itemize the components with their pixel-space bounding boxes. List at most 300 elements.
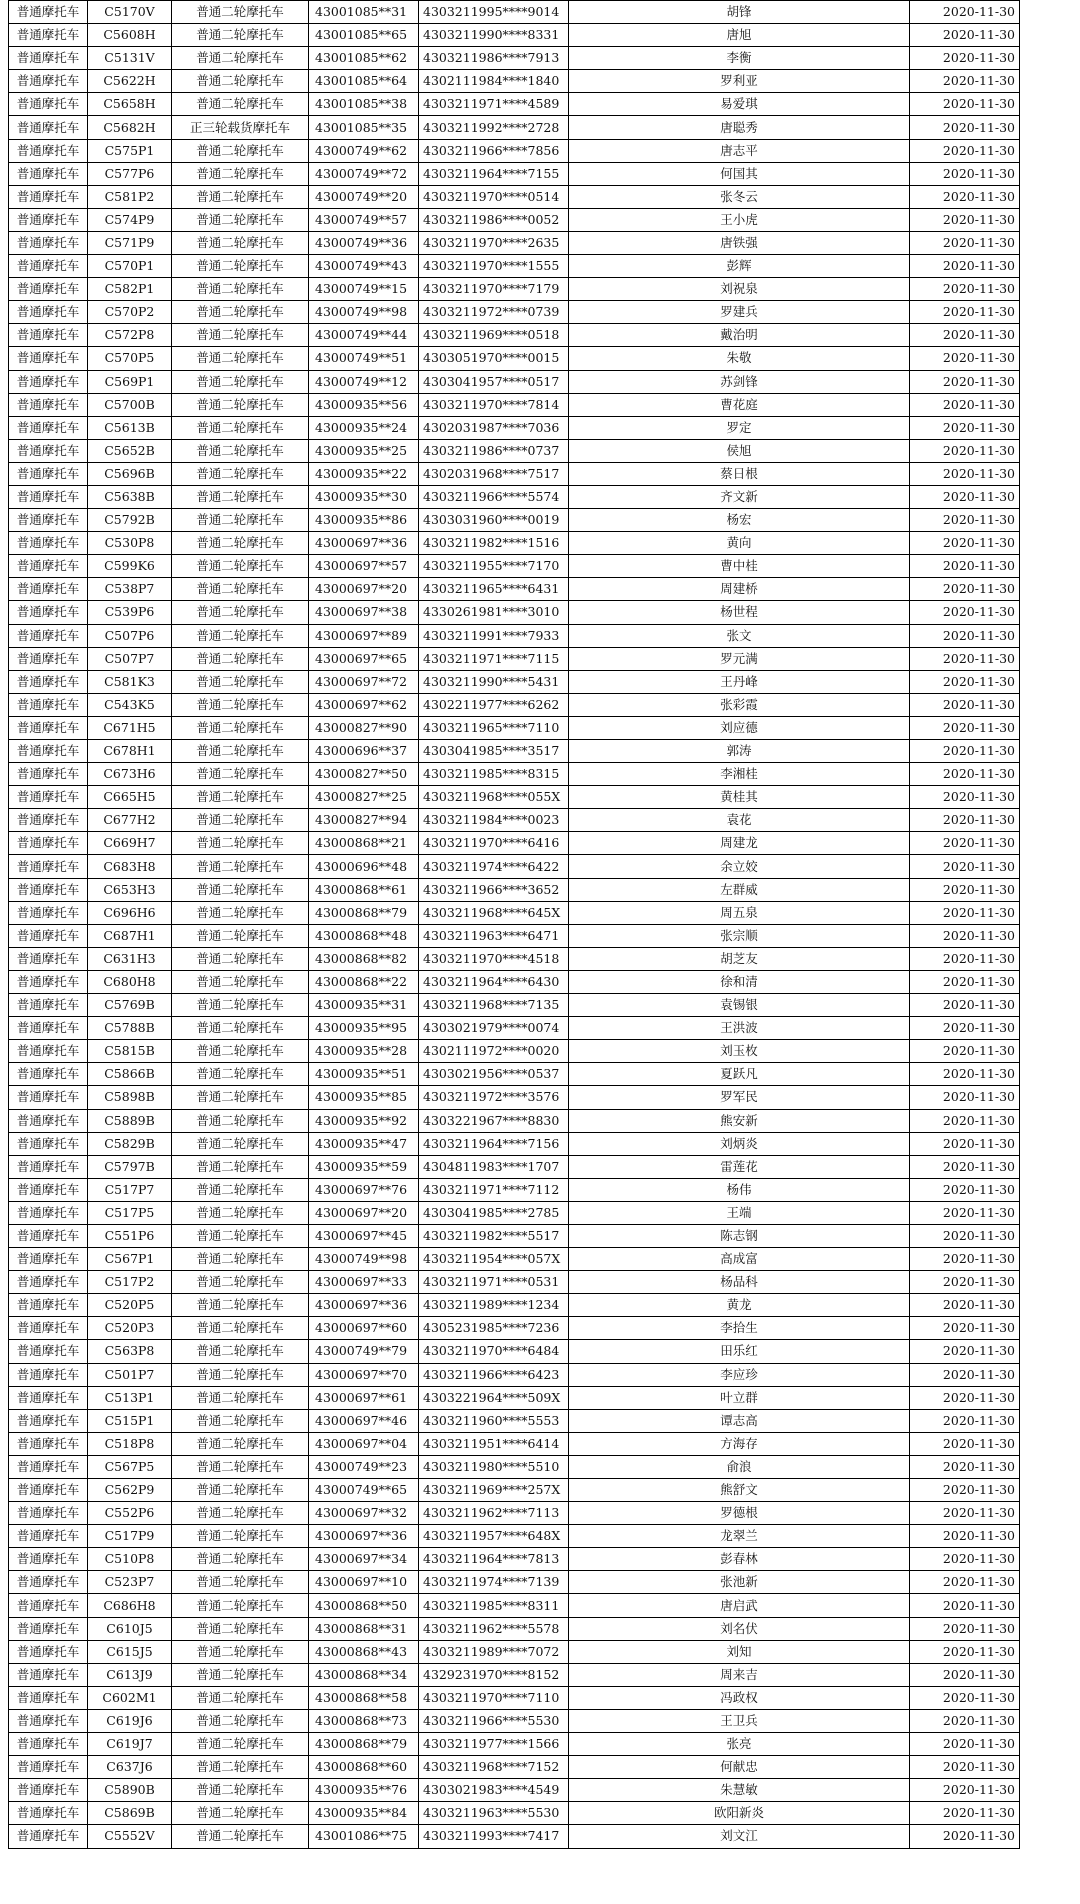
table-row bbox=[9, 462, 1020, 485]
plate-number-cell: C539P6 bbox=[88, 601, 172, 624]
owner-name-cell: 何国其 bbox=[569, 162, 910, 185]
date-cell: 2020-11-30 bbox=[910, 740, 1020, 763]
id-number-cell: 4303031960****0019 bbox=[419, 509, 569, 532]
table-row bbox=[9, 1155, 1020, 1178]
id-number-cell: 4303211960****5553 bbox=[419, 1409, 569, 1432]
owner-name-cell: 胡芝友 bbox=[569, 947, 910, 970]
id-number-cell: 4303211992****2728 bbox=[419, 116, 569, 139]
id-number-cell: 4303211980****5510 bbox=[419, 1455, 569, 1478]
vehicle-type-cell: 普通二轮摩托车 bbox=[172, 555, 309, 578]
date-cell: 2020-11-30 bbox=[910, 1594, 1020, 1617]
owner-name-cell: 张冬云 bbox=[569, 185, 910, 208]
plate-number-cell: C5788B bbox=[88, 1017, 172, 1040]
code-cell: 43000935**95 bbox=[309, 1017, 419, 1040]
table-row bbox=[9, 70, 1020, 93]
date-cell: 2020-11-30 bbox=[910, 1063, 1020, 1086]
owner-name-cell: 罗元满 bbox=[569, 647, 910, 670]
id-number-cell: 4303211993****7417 bbox=[419, 1825, 569, 1848]
code-cell: 43000868**48 bbox=[309, 924, 419, 947]
date-cell: 2020-11-30 bbox=[910, 1733, 1020, 1756]
table-row bbox=[9, 47, 1020, 70]
vehicle-class-cell: 普通摩托车 bbox=[9, 1756, 88, 1779]
vehicle-class-cell: 普通摩托车 bbox=[9, 670, 88, 693]
table-row bbox=[9, 370, 1020, 393]
table-row bbox=[9, 740, 1020, 763]
vehicle-class-cell: 普通摩托车 bbox=[9, 1340, 88, 1363]
owner-name-cell: 彭春林 bbox=[569, 1548, 910, 1571]
owner-name-cell: 戴治明 bbox=[569, 324, 910, 347]
code-cell: 43000749**15 bbox=[309, 278, 419, 301]
vehicle-class-cell: 普通摩托车 bbox=[9, 1409, 88, 1432]
vehicle-type-cell: 普通二轮摩托车 bbox=[172, 231, 309, 254]
vehicle-type-cell: 普通二轮摩托车 bbox=[172, 1363, 309, 1386]
plate-number-cell: C683H8 bbox=[88, 855, 172, 878]
vehicle-type-cell: 普通二轮摩托车 bbox=[172, 47, 309, 70]
owner-name-cell: 陈志钢 bbox=[569, 1224, 910, 1247]
plate-number-cell: C575P1 bbox=[88, 139, 172, 162]
vehicle-class-cell: 普通摩托车 bbox=[9, 301, 88, 324]
vehicle-type-cell: 普通二轮摩托车 bbox=[172, 462, 309, 485]
date-cell: 2020-11-30 bbox=[910, 647, 1020, 670]
id-number-cell: 4302031987****7036 bbox=[419, 416, 569, 439]
code-cell: 43000696**37 bbox=[309, 740, 419, 763]
owner-name-cell: 周建龙 bbox=[569, 832, 910, 855]
vehicle-type-cell: 普通二轮摩托车 bbox=[172, 439, 309, 462]
vehicle-class-cell: 普通摩托车 bbox=[9, 439, 88, 462]
code-cell: 43001085**31 bbox=[309, 1, 419, 24]
vehicle-class-cell: 普通摩托车 bbox=[9, 278, 88, 301]
date-cell: 2020-11-30 bbox=[910, 324, 1020, 347]
id-number-cell: 4303211966****6423 bbox=[419, 1363, 569, 1386]
code-cell: 43000749**36 bbox=[309, 231, 419, 254]
plate-number-cell: C687H1 bbox=[88, 924, 172, 947]
plate-number-cell: C631H3 bbox=[88, 947, 172, 970]
vehicle-type-cell: 普通二轮摩托车 bbox=[172, 878, 309, 901]
owner-name-cell: 曹中桂 bbox=[569, 555, 910, 578]
vehicle-class-cell: 普通摩托车 bbox=[9, 578, 88, 601]
date-cell: 2020-11-30 bbox=[910, 347, 1020, 370]
vehicle-class-cell: 普通摩托车 bbox=[9, 1479, 88, 1502]
code-cell: 43000868**79 bbox=[309, 1733, 419, 1756]
plate-number-cell: C577P6 bbox=[88, 162, 172, 185]
plate-number-cell: C507P6 bbox=[88, 624, 172, 647]
owner-name-cell: 罗利亚 bbox=[569, 70, 910, 93]
id-number-cell: 4303221967****8830 bbox=[419, 1109, 569, 1132]
vehicle-type-cell: 普通二轮摩托车 bbox=[172, 693, 309, 716]
date-cell: 2020-11-30 bbox=[910, 1548, 1020, 1571]
vehicle-class-cell: 普通摩托车 bbox=[9, 1248, 88, 1271]
vehicle-type-cell: 普通二轮摩托车 bbox=[172, 1756, 309, 1779]
table-row bbox=[9, 1201, 1020, 1224]
date-cell: 2020-11-30 bbox=[910, 185, 1020, 208]
plate-number-cell: C669H7 bbox=[88, 832, 172, 855]
table-row bbox=[9, 716, 1020, 739]
id-number-cell: 4303211971****7112 bbox=[419, 1178, 569, 1201]
code-cell: 43000697**65 bbox=[309, 647, 419, 670]
code-cell: 43000935**84 bbox=[309, 1802, 419, 1825]
table-row bbox=[9, 24, 1020, 47]
table-row bbox=[9, 763, 1020, 786]
vehicle-class-cell: 普通摩托车 bbox=[9, 1640, 88, 1663]
plate-number-cell: C673H6 bbox=[88, 763, 172, 786]
code-cell: 43000868**73 bbox=[309, 1709, 419, 1732]
vehicle-class-cell: 普通摩托车 bbox=[9, 624, 88, 647]
owner-name-cell: 唐志平 bbox=[569, 139, 910, 162]
plate-number-cell: C5622H bbox=[88, 70, 172, 93]
plate-number-cell: C513P1 bbox=[88, 1386, 172, 1409]
id-number-cell: 4303211970****0514 bbox=[419, 185, 569, 208]
vehicle-type-cell: 普通二轮摩托车 bbox=[172, 1686, 309, 1709]
vehicle-type-cell: 普通二轮摩托车 bbox=[172, 1317, 309, 1340]
table-row bbox=[9, 255, 1020, 278]
plate-number-cell: C569P1 bbox=[88, 370, 172, 393]
plate-number-cell: C5170V bbox=[88, 1, 172, 24]
plate-number-cell: C501P7 bbox=[88, 1363, 172, 1386]
table-row bbox=[9, 1340, 1020, 1363]
id-number-cell: 4303211966****5574 bbox=[419, 485, 569, 508]
vehicle-type-cell: 普通二轮摩托车 bbox=[172, 393, 309, 416]
id-number-cell: 4302211977****6262 bbox=[419, 693, 569, 716]
code-cell: 43000827**50 bbox=[309, 763, 419, 786]
date-cell: 2020-11-30 bbox=[910, 1825, 1020, 1848]
vehicle-class-cell: 普通摩托车 bbox=[9, 1017, 88, 1040]
vehicle-type-cell: 普通二轮摩托车 bbox=[172, 24, 309, 47]
date-cell: 2020-11-30 bbox=[910, 255, 1020, 278]
vehicle-type-cell: 普通二轮摩托车 bbox=[172, 924, 309, 947]
id-number-cell: 4303211955****7170 bbox=[419, 555, 569, 578]
id-number-cell: 4303211965****7110 bbox=[419, 716, 569, 739]
plate-number-cell: C5898B bbox=[88, 1086, 172, 1109]
table-row bbox=[9, 1040, 1020, 1063]
code-cell: 43000827**25 bbox=[309, 786, 419, 809]
code-cell: 43000868**21 bbox=[309, 832, 419, 855]
table-row bbox=[9, 970, 1020, 993]
owner-name-cell: 唐启武 bbox=[569, 1594, 910, 1617]
code-cell: 43000749**23 bbox=[309, 1455, 419, 1478]
table-row bbox=[9, 1063, 1020, 1086]
id-number-cell: 4303211989****1234 bbox=[419, 1294, 569, 1317]
plate-number-cell: C665H5 bbox=[88, 786, 172, 809]
code-cell: 43000697**34 bbox=[309, 1548, 419, 1571]
date-cell: 2020-11-30 bbox=[910, 1017, 1020, 1040]
vehicle-type-cell: 普通二轮摩托车 bbox=[172, 763, 309, 786]
date-cell: 2020-11-30 bbox=[910, 1271, 1020, 1294]
vehicle-class-cell: 普通摩托车 bbox=[9, 231, 88, 254]
plate-number-cell: C5792B bbox=[88, 509, 172, 532]
table-row bbox=[9, 1086, 1020, 1109]
date-cell: 2020-11-30 bbox=[910, 1224, 1020, 1247]
plate-number-cell: C5131V bbox=[88, 47, 172, 70]
owner-name-cell: 张池新 bbox=[569, 1571, 910, 1594]
code-cell: 43000697**57 bbox=[309, 555, 419, 578]
table-row bbox=[9, 1432, 1020, 1455]
owner-name-cell: 张宗顺 bbox=[569, 924, 910, 947]
owner-name-cell: 王丹峰 bbox=[569, 670, 910, 693]
id-number-cell: 4303211970****6416 bbox=[419, 832, 569, 855]
plate-number-cell: C5866B bbox=[88, 1063, 172, 1086]
plate-number-cell: C582P1 bbox=[88, 278, 172, 301]
vehicle-class-cell: 普通摩托车 bbox=[9, 1802, 88, 1825]
plate-number-cell: C571P9 bbox=[88, 231, 172, 254]
date-cell: 2020-11-30 bbox=[910, 1663, 1020, 1686]
id-number-cell: 4303211971****7115 bbox=[419, 647, 569, 670]
id-number-cell: 4303211990****8331 bbox=[419, 24, 569, 47]
plate-number-cell: C5890B bbox=[88, 1779, 172, 1802]
code-cell: 43000697**46 bbox=[309, 1409, 419, 1432]
table-row bbox=[9, 1571, 1020, 1594]
code-cell: 43000749**79 bbox=[309, 1340, 419, 1363]
vehicle-type-cell: 普通二轮摩托车 bbox=[172, 947, 309, 970]
date-cell: 2020-11-30 bbox=[910, 1040, 1020, 1063]
table-row bbox=[9, 532, 1020, 555]
vehicle-class-cell: 普通摩托车 bbox=[9, 716, 88, 739]
owner-name-cell: 熊舒文 bbox=[569, 1479, 910, 1502]
id-number-cell: 4303211972****3576 bbox=[419, 1086, 569, 1109]
plate-number-cell: C551P6 bbox=[88, 1224, 172, 1247]
code-cell: 43000697**36 bbox=[309, 1525, 419, 1548]
date-cell: 2020-11-30 bbox=[910, 1340, 1020, 1363]
vehicle-type-cell: 普通二轮摩托车 bbox=[172, 1294, 309, 1317]
vehicle-class-cell: 普通摩托车 bbox=[9, 1594, 88, 1617]
table-row bbox=[9, 1224, 1020, 1247]
code-cell: 43001085**65 bbox=[309, 24, 419, 47]
id-number-cell: 4303211968****055X bbox=[419, 786, 569, 809]
plate-number-cell: C5769B bbox=[88, 994, 172, 1017]
vehicle-class-cell: 普通摩托车 bbox=[9, 647, 88, 670]
vehicle-class-cell: 普通摩托车 bbox=[9, 994, 88, 1017]
vehicle-type-cell: 普通二轮摩托车 bbox=[172, 1802, 309, 1825]
vehicle-class-cell: 普通摩托车 bbox=[9, 162, 88, 185]
id-number-cell: 4302111972****0020 bbox=[419, 1040, 569, 1063]
plate-number-cell: C530P8 bbox=[88, 532, 172, 555]
plate-number-cell: C619J6 bbox=[88, 1709, 172, 1732]
owner-name-cell: 李湘桂 bbox=[569, 763, 910, 786]
vehicle-type-cell: 普通二轮摩托车 bbox=[172, 970, 309, 993]
plate-number-cell: C5696B bbox=[88, 462, 172, 485]
vehicle-class-cell: 普通摩托车 bbox=[9, 901, 88, 924]
date-cell: 2020-11-30 bbox=[910, 462, 1020, 485]
owner-name-cell: 王洪波 bbox=[569, 1017, 910, 1040]
vehicle-type-cell: 普通二轮摩托车 bbox=[172, 832, 309, 855]
id-number-cell: 4303041957****0517 bbox=[419, 370, 569, 393]
date-cell: 2020-11-30 bbox=[910, 393, 1020, 416]
date-cell: 2020-11-30 bbox=[910, 370, 1020, 393]
date-cell: 2020-11-30 bbox=[910, 1502, 1020, 1525]
table-row bbox=[9, 1779, 1020, 1802]
plate-number-cell: C619J7 bbox=[88, 1733, 172, 1756]
plate-number-cell: C696H6 bbox=[88, 901, 172, 924]
code-cell: 43000935**31 bbox=[309, 994, 419, 1017]
plate-number-cell: C570P2 bbox=[88, 301, 172, 324]
id-number-cell: 4303211970****7110 bbox=[419, 1686, 569, 1709]
vehicle-class-cell: 普通摩托车 bbox=[9, 740, 88, 763]
date-cell: 2020-11-30 bbox=[910, 716, 1020, 739]
plate-number-cell: C572P8 bbox=[88, 324, 172, 347]
code-cell: 43000935**47 bbox=[309, 1132, 419, 1155]
owner-name-cell: 杨伟 bbox=[569, 1178, 910, 1201]
vehicle-class-cell: 普通摩托车 bbox=[9, 924, 88, 947]
table-row bbox=[9, 1248, 1020, 1271]
owner-name-cell: 周来吉 bbox=[569, 1663, 910, 1686]
vehicle-class-cell: 普通摩托车 bbox=[9, 1086, 88, 1109]
vehicle-type-cell: 普通二轮摩托车 bbox=[172, 93, 309, 116]
code-cell: 43000697**38 bbox=[309, 601, 419, 624]
id-number-cell: 4303211954****057X bbox=[419, 1248, 569, 1271]
vehicle-type-cell: 普通二轮摩托车 bbox=[172, 1201, 309, 1224]
code-cell: 43000697**61 bbox=[309, 1386, 419, 1409]
plate-number-cell: C567P5 bbox=[88, 1455, 172, 1478]
vehicle-type-cell: 普通二轮摩托车 bbox=[172, 1571, 309, 1594]
owner-name-cell: 唐铁强 bbox=[569, 231, 910, 254]
table-row bbox=[9, 1271, 1020, 1294]
code-cell: 43000749**62 bbox=[309, 139, 419, 162]
date-cell: 2020-11-30 bbox=[910, 786, 1020, 809]
vehicle-class-cell: 普通摩托车 bbox=[9, 185, 88, 208]
vehicle-class-cell: 普通摩托车 bbox=[9, 1271, 88, 1294]
table-row bbox=[9, 1663, 1020, 1686]
owner-name-cell: 罗定 bbox=[569, 416, 910, 439]
date-cell: 2020-11-30 bbox=[910, 162, 1020, 185]
owner-name-cell: 李拾生 bbox=[569, 1317, 910, 1340]
plate-number-cell: C552P6 bbox=[88, 1502, 172, 1525]
owner-name-cell: 熊安新 bbox=[569, 1109, 910, 1132]
code-cell: 43000749**44 bbox=[309, 324, 419, 347]
vehicle-type-cell: 普通二轮摩托车 bbox=[172, 1455, 309, 1478]
owner-name-cell: 夏跃凡 bbox=[569, 1063, 910, 1086]
vehicle-type-cell: 普通二轮摩托车 bbox=[172, 139, 309, 162]
vehicle-class-cell: 普通摩托车 bbox=[9, 1224, 88, 1247]
table-row bbox=[9, 347, 1020, 370]
owner-name-cell: 李应珍 bbox=[569, 1363, 910, 1386]
code-cell: 43000868**61 bbox=[309, 878, 419, 901]
vehicle-class-cell: 普通摩托车 bbox=[9, 24, 88, 47]
table-row bbox=[9, 1548, 1020, 1571]
id-number-cell: 4303041985****3517 bbox=[419, 740, 569, 763]
vehicle-class-cell: 普通摩托车 bbox=[9, 370, 88, 393]
id-number-cell: 4303211964****7155 bbox=[419, 162, 569, 185]
plate-number-cell: C677H2 bbox=[88, 809, 172, 832]
owner-name-cell: 胡锋 bbox=[569, 1, 910, 24]
owner-name-cell: 朱敬 bbox=[569, 347, 910, 370]
vehicle-type-cell: 普通二轮摩托车 bbox=[172, 601, 309, 624]
plate-number-cell: C538P7 bbox=[88, 578, 172, 601]
id-number-cell: 4303211968****7135 bbox=[419, 994, 569, 1017]
plate-number-cell: C637J6 bbox=[88, 1756, 172, 1779]
owner-name-cell: 张文 bbox=[569, 624, 910, 647]
vehicle-class-cell: 普通摩托车 bbox=[9, 416, 88, 439]
vehicle-type-cell: 普通二轮摩托车 bbox=[172, 1432, 309, 1455]
id-number-cell: 4303211995****9014 bbox=[419, 1, 569, 24]
code-cell: 43000697**72 bbox=[309, 670, 419, 693]
code-cell: 43000749**20 bbox=[309, 185, 419, 208]
id-number-cell: 4303211970****7814 bbox=[419, 393, 569, 416]
table-row bbox=[9, 301, 1020, 324]
table-row bbox=[9, 1525, 1020, 1548]
id-number-cell: 4303021956****0537 bbox=[419, 1063, 569, 1086]
owner-name-cell: 黄桂其 bbox=[569, 786, 910, 809]
code-cell: 43000696**48 bbox=[309, 855, 419, 878]
table-row bbox=[9, 693, 1020, 716]
owner-name-cell: 侯旭 bbox=[569, 439, 910, 462]
id-number-cell: 4303211964****7156 bbox=[419, 1132, 569, 1155]
date-cell: 2020-11-30 bbox=[910, 93, 1020, 116]
owner-name-cell: 张彩霞 bbox=[569, 693, 910, 716]
id-number-cell: 4303051970****0015 bbox=[419, 347, 569, 370]
date-cell: 2020-11-30 bbox=[910, 924, 1020, 947]
plate-number-cell: C5682H bbox=[88, 116, 172, 139]
owner-name-cell: 李衡 bbox=[569, 47, 910, 70]
vehicle-class-cell: 普通摩托车 bbox=[9, 809, 88, 832]
code-cell: 43000935**76 bbox=[309, 1779, 419, 1802]
id-number-cell: 4303211989****7072 bbox=[419, 1640, 569, 1663]
plate-number-cell: C613J9 bbox=[88, 1663, 172, 1686]
plate-number-cell: C678H1 bbox=[88, 740, 172, 763]
table-row bbox=[9, 1802, 1020, 1825]
vehicle-type-cell: 普通二轮摩托车 bbox=[172, 1224, 309, 1247]
vehicle-class-cell: 普通摩托车 bbox=[9, 947, 88, 970]
vehicle-class-cell: 普通摩托车 bbox=[9, 1363, 88, 1386]
code-cell: 43000868**60 bbox=[309, 1756, 419, 1779]
plate-number-cell: C615J5 bbox=[88, 1640, 172, 1663]
vehicle-type-cell: 普通二轮摩托车 bbox=[172, 1040, 309, 1063]
owner-name-cell: 蔡日根 bbox=[569, 462, 910, 485]
code-cell: 43000749**98 bbox=[309, 301, 419, 324]
code-cell: 43000868**22 bbox=[309, 970, 419, 993]
plate-number-cell: C671H5 bbox=[88, 716, 172, 739]
vehicle-class-cell: 普通摩托车 bbox=[9, 1525, 88, 1548]
code-cell: 43000697**33 bbox=[309, 1271, 419, 1294]
plate-number-cell: C510P8 bbox=[88, 1548, 172, 1571]
table-row bbox=[9, 878, 1020, 901]
vehicle-type-cell: 普通二轮摩托车 bbox=[172, 1640, 309, 1663]
owner-name-cell: 谭志高 bbox=[569, 1409, 910, 1432]
code-cell: 43000697**89 bbox=[309, 624, 419, 647]
vehicle-type-cell: 普通二轮摩托车 bbox=[172, 994, 309, 1017]
code-cell: 43001085**64 bbox=[309, 70, 419, 93]
code-cell: 43000749**72 bbox=[309, 162, 419, 185]
plate-number-cell: C517P9 bbox=[88, 1525, 172, 1548]
vehicle-type-cell: 普通二轮摩托车 bbox=[172, 1594, 309, 1617]
owner-name-cell: 杨品科 bbox=[569, 1271, 910, 1294]
date-cell: 2020-11-30 bbox=[910, 1109, 1020, 1132]
vehicle-class-cell: 普通摩托车 bbox=[9, 555, 88, 578]
plate-number-cell: C5815B bbox=[88, 1040, 172, 1063]
date-cell: 2020-11-30 bbox=[910, 485, 1020, 508]
table-row bbox=[9, 393, 1020, 416]
code-cell: 43000749**12 bbox=[309, 370, 419, 393]
table-row bbox=[9, 832, 1020, 855]
date-cell: 2020-11-30 bbox=[910, 1178, 1020, 1201]
code-cell: 43000935**85 bbox=[309, 1086, 419, 1109]
vehicle-type-cell: 普通二轮摩托车 bbox=[172, 1063, 309, 1086]
date-cell: 2020-11-30 bbox=[910, 901, 1020, 924]
date-cell: 2020-11-30 bbox=[910, 509, 1020, 532]
code-cell: 43001086**75 bbox=[309, 1825, 419, 1848]
plate-number-cell: C520P5 bbox=[88, 1294, 172, 1317]
date-cell: 2020-11-30 bbox=[910, 231, 1020, 254]
vehicle-type-cell: 普通二轮摩托车 bbox=[172, 716, 309, 739]
owner-name-cell: 刘应德 bbox=[569, 716, 910, 739]
plate-number-cell: C602M1 bbox=[88, 1686, 172, 1709]
vehicle-type-cell: 普通二轮摩托车 bbox=[172, 578, 309, 601]
vehicle-class-cell: 普通摩托车 bbox=[9, 1825, 88, 1848]
code-cell: 43000868**50 bbox=[309, 1594, 419, 1617]
plate-number-cell: C680H8 bbox=[88, 970, 172, 993]
table-row bbox=[9, 139, 1020, 162]
date-cell: 2020-11-30 bbox=[910, 208, 1020, 231]
vehicle-class-cell: 普通摩托车 bbox=[9, 1109, 88, 1132]
vehicle-type-cell: 普通二轮摩托车 bbox=[172, 1617, 309, 1640]
